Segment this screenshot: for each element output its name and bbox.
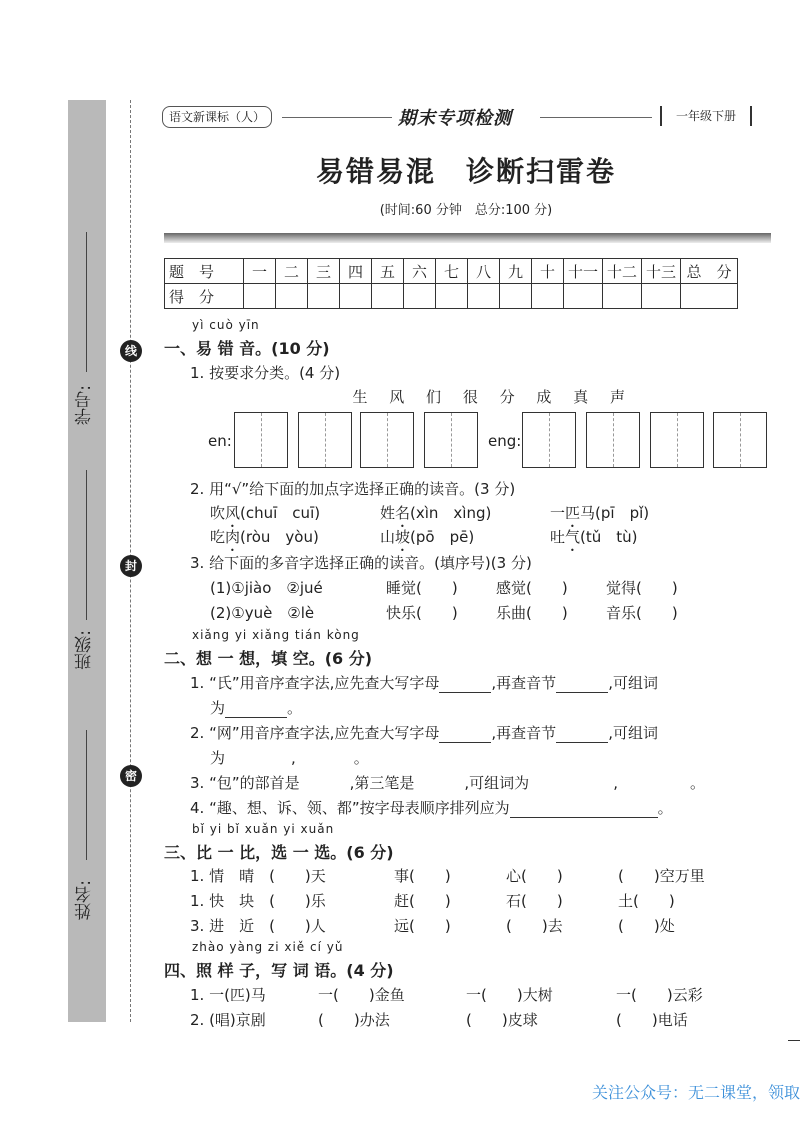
section3-pinyin: bǐ yi bǐ xuǎn yi xuǎn	[192, 822, 335, 836]
xuehao-blank[interactable]	[86, 232, 87, 372]
q2-pinyin-options[interactable]: (chuī cuī)	[240, 504, 321, 522]
score-cell[interactable]	[340, 284, 372, 309]
fill-blank[interactable]	[439, 726, 491, 743]
score-cell[interactable]	[404, 284, 436, 309]
score-head-cell: 七	[436, 259, 468, 284]
s3-item[interactable]: 事( )	[394, 867, 451, 885]
q2-pre: 吹	[210, 504, 226, 522]
seal-xian: 线	[120, 340, 142, 362]
char: 真	[573, 388, 589, 406]
q-text: ,	[291, 749, 296, 767]
s2-q1-line2	[210, 697, 302, 718]
s1-chars	[344, 386, 633, 407]
q-text: 1. “氏”用音序查字法,应先查大写字母	[190, 674, 440, 692]
writing-grid[interactable]	[713, 412, 767, 468]
score-head-cell: 六	[404, 259, 436, 284]
q-text: ,可组词为	[464, 774, 530, 792]
q2-pre: 一	[550, 504, 566, 522]
s3-item[interactable]: 赶( )	[394, 892, 451, 910]
q2-pre: 姓	[380, 504, 396, 522]
score-cell[interactable]	[564, 284, 603, 309]
en-label: en:	[208, 432, 232, 450]
q2-item	[550, 526, 638, 555]
section4-title: 四、照 样 子，写 词 语。(4 分)	[164, 961, 394, 980]
footer-watermark: 关注公众号：无二课堂，领取	[591, 1083, 800, 1102]
q-text: 。	[689, 774, 705, 792]
q-text: ,再查音节	[491, 674, 557, 692]
s2-q2	[190, 722, 658, 743]
section2-title: 二、想 一 想，填 空。(6 分)	[164, 649, 373, 668]
q2-pre: 吐	[550, 528, 566, 546]
fill-blank[interactable]	[510, 801, 658, 818]
s3-row-head[interactable]: 1. 快 块 ( )乐	[190, 892, 326, 910]
fill-blank[interactable]	[225, 701, 287, 718]
s2-q2-line2	[210, 747, 369, 768]
score-head-cell: 一	[244, 259, 276, 284]
score-head-cell: 二	[276, 259, 308, 284]
xingming-blank[interactable]	[86, 730, 87, 860]
score-head-cell: 八	[468, 259, 500, 284]
q-text: 2. “网”用音序查字法,应先查大写字母	[190, 724, 440, 742]
exam-type: 期末专项检测	[398, 108, 512, 129]
q2-pinyin-options[interactable]: (tǔ tù)	[580, 528, 638, 546]
q2-pinyin-options[interactable]: (pō pē)	[410, 528, 475, 546]
q-text: 4. “趣、想、诉、领、都”按字母表顺序排列应为	[190, 799, 510, 817]
fill-blank[interactable]	[439, 676, 491, 693]
q2-pinyin-options[interactable]: (xìn xìng)	[410, 504, 492, 522]
score-table	[164, 258, 738, 309]
q2-item	[380, 526, 474, 555]
s4-item[interactable]: ( )办法	[318, 1011, 390, 1029]
writing-grid[interactable]	[424, 412, 478, 468]
score-cell[interactable]	[603, 284, 642, 309]
score-head-cell: 九	[500, 259, 532, 284]
score-head-cell: 四	[340, 259, 372, 284]
score-cell[interactable]	[372, 284, 404, 309]
score-cell[interactable]	[436, 284, 468, 309]
q-text: ,第三笔是	[349, 774, 415, 792]
score-table-header-row	[165, 259, 738, 284]
q3-word[interactable]: 快乐( )	[386, 604, 458, 622]
score-head-cell: 十	[532, 259, 564, 284]
q2-dot-char: 名	[395, 504, 411, 522]
s2-q4	[190, 797, 673, 818]
s4-item[interactable]: 一( )大树	[466, 986, 553, 1004]
s3-item[interactable]: 远( )	[394, 917, 451, 935]
char: 成	[536, 388, 552, 406]
q2-pre: 吃	[210, 528, 226, 546]
s1-q2: 2. 用“√”给下面的加点字选择正确的读音。(3 分)	[190, 480, 516, 498]
char: 风	[389, 388, 405, 406]
score-head-cell: 三	[308, 259, 340, 284]
char: 很	[462, 388, 478, 406]
page-title: 易错易混 诊断扫雷卷	[315, 155, 616, 188]
score-table-score-row	[165, 284, 738, 309]
q3-row1-options: (1)①jiào ②jué	[210, 579, 323, 597]
writing-grid[interactable]	[586, 412, 640, 468]
s4-example: 1. 一(匹)马	[190, 986, 266, 1004]
score-head-cell: 十一	[564, 259, 603, 284]
score-cell[interactable]	[642, 284, 681, 309]
writing-grid[interactable]	[360, 412, 414, 468]
writing-grid[interactable]	[298, 412, 352, 468]
s3-item[interactable]: ( )处	[618, 917, 675, 935]
q2-dot-char: 匹	[565, 504, 581, 522]
writing-grid[interactable]	[234, 412, 288, 468]
q2-dot-char: 风	[225, 504, 241, 522]
corner-mark	[788, 1040, 800, 1041]
s4-example: 2. (唱)京剧	[190, 1011, 266, 1029]
xingming-label: 姓名:	[75, 880, 95, 920]
s4-item[interactable]: 一( )云彩	[616, 986, 703, 1004]
q-text: 。	[353, 749, 369, 767]
score-cell[interactable]	[532, 284, 564, 309]
char: 们	[426, 388, 442, 406]
q2-pinyin-options[interactable]: (ròu yòu)	[240, 528, 319, 546]
score-cell[interactable]	[308, 284, 340, 309]
xuehao-label: 学号:	[75, 385, 95, 425]
s3-item[interactable]: 土( )	[618, 892, 675, 910]
q-text: 。	[657, 799, 673, 817]
score-cell[interactable]	[468, 284, 500, 309]
header-line-right	[540, 117, 652, 118]
s2-q1	[190, 672, 658, 693]
q2-dot-char: 坡	[395, 528, 411, 546]
q3-word[interactable]: 睡觉( )	[386, 579, 458, 597]
q-text: 为	[210, 699, 226, 717]
s3-row-head[interactable]: 3. 进 近 ( )人	[190, 917, 326, 935]
char: 生	[352, 388, 368, 406]
q-text: ,再查音节	[491, 724, 557, 742]
s3-row-head[interactable]: 1. 情 晴 ( )天	[190, 867, 326, 885]
score-head-cell: 十三	[642, 259, 681, 284]
writing-grid[interactable]	[522, 412, 576, 468]
section4-pinyin: zhào yàng zi xiě cí yǔ	[192, 940, 344, 954]
q2-dot-char: 肉	[225, 528, 241, 546]
title-bar	[164, 233, 771, 243]
q-text: 为	[210, 749, 226, 767]
banji-label: 班级:	[75, 630, 95, 670]
q3-word[interactable]: 乐曲( )	[496, 604, 568, 622]
q2-pinyin-options[interactable]: 马(pī pǐ)	[580, 504, 650, 522]
score-cell[interactable]	[244, 284, 276, 309]
score-head-cell: 题 号	[165, 259, 244, 284]
q-text: ,	[613, 774, 618, 792]
score-cell[interactable]	[276, 284, 308, 309]
s2-q3	[190, 772, 705, 793]
score-head-cell: 十二	[603, 259, 642, 284]
fill-blank[interactable]	[556, 726, 608, 743]
q3-word[interactable]: 觉得( )	[606, 579, 678, 597]
section1-title: 一、易 错 音。(10 分)	[164, 339, 330, 358]
s4-item[interactable]: ( )电话	[616, 1011, 688, 1029]
header-line-left	[282, 117, 392, 118]
section1-pinyin: yì cuò yīn	[192, 318, 260, 332]
writing-grid[interactable]	[650, 412, 704, 468]
q2-item	[210, 526, 319, 555]
seal-mi: 密	[120, 765, 142, 787]
grade-badge: 一年级下册	[660, 106, 752, 126]
q-text: ,可组词	[608, 724, 658, 742]
score-head-cell: 总 分	[681, 259, 738, 284]
s3-item[interactable]: 心( )	[506, 867, 563, 885]
q3-row2-options: (2)①yuè ②lè	[210, 604, 315, 622]
score-cell[interactable]	[681, 284, 738, 309]
char: 分	[499, 388, 515, 406]
time-info: (时间:60 分钟 总分:100 分)	[379, 203, 553, 218]
s3-item[interactable]: ( )去	[506, 917, 563, 935]
s4-item[interactable]: 一( )金鱼	[318, 986, 405, 1004]
char: 声	[609, 388, 625, 406]
s3-item[interactable]: 石( )	[506, 892, 563, 910]
q3-word[interactable]: 音乐( )	[606, 604, 678, 622]
s1-q1: 1. 按要求分类。(4 分)	[190, 364, 341, 382]
q2-dot-char: 气	[565, 528, 581, 546]
score-cell[interactable]	[500, 284, 532, 309]
s4-item[interactable]: ( )皮球	[466, 1011, 538, 1029]
eng-label: eng:	[488, 432, 522, 450]
q-text: 3. “包”的部首是	[190, 774, 300, 792]
banji-blank[interactable]	[86, 470, 87, 620]
q-text: ,可组词	[608, 674, 658, 692]
score-head-cell: 五	[372, 259, 404, 284]
s1-q3: 3. 给下面的多音字选择正确的读音。(填序号)(3 分)	[190, 554, 532, 572]
q-text: 。	[287, 699, 303, 717]
subject-badge: 语文新课标（人）	[162, 106, 272, 128]
score-row-label: 得 分	[165, 284, 244, 309]
q3-word[interactable]: 感觉( )	[496, 579, 568, 597]
section2-pinyin: xiǎng yi xiǎng tián kòng	[192, 628, 360, 642]
seal-feng: 封	[120, 555, 142, 577]
s3-item[interactable]: ( )空万里	[618, 867, 705, 885]
section3-title: 三、比 一 比，选 一 选。(6 分)	[164, 843, 394, 862]
fill-blank[interactable]	[556, 676, 608, 693]
q2-pre: 山	[380, 528, 396, 546]
